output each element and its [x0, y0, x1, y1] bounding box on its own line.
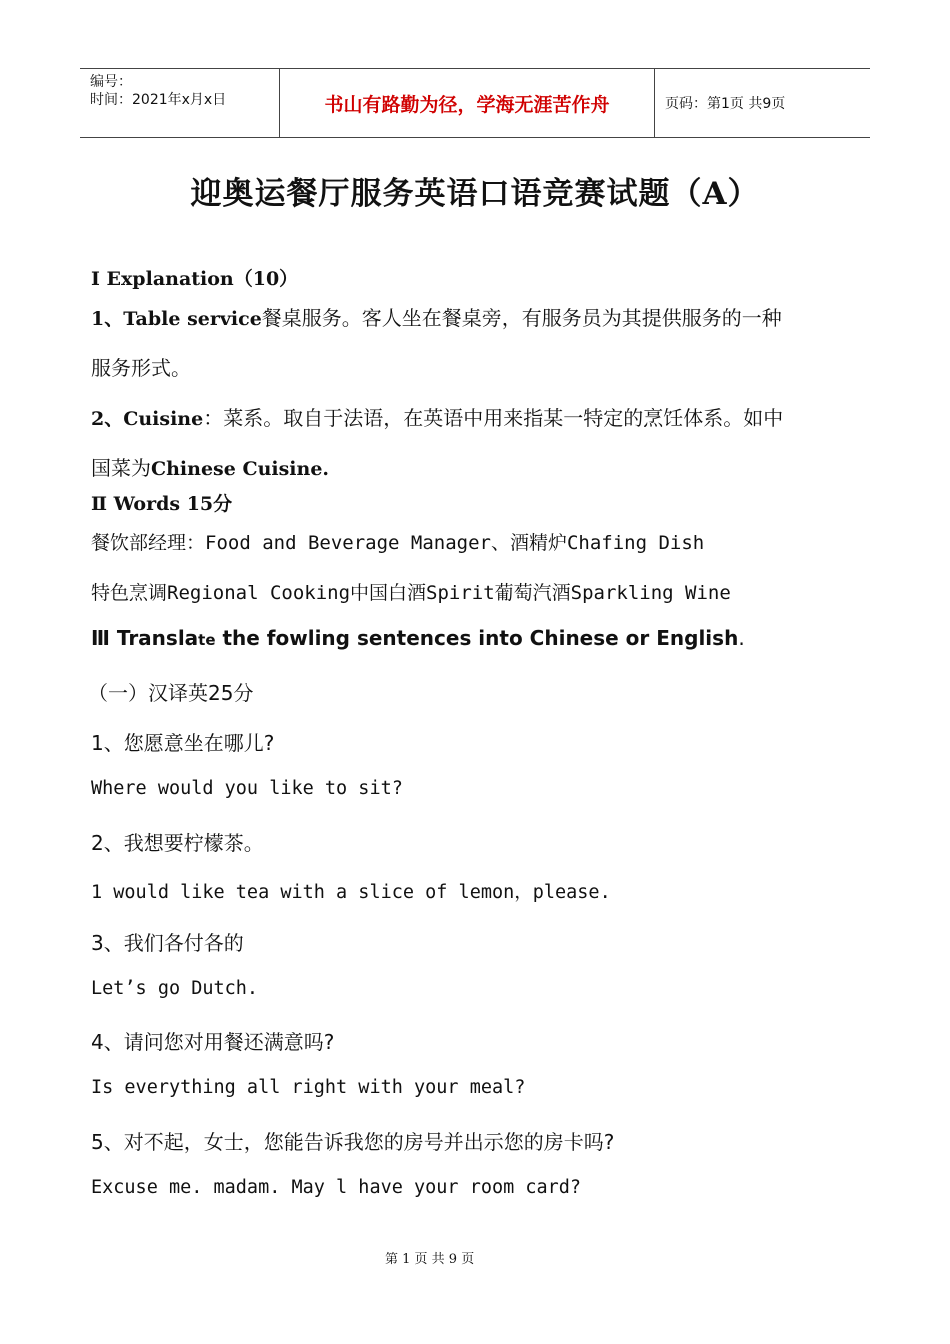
item1-term: Table service: [123, 308, 262, 330]
list-item-en: Excuse me. madam. May l have your room card?: [91, 1177, 582, 1198]
section3-heading-b: te: [198, 631, 216, 649]
list-item-en: Where would you like to sit?: [91, 778, 403, 799]
list-item-en: 1 would like tea with a slice of lemon，please.: [91, 882, 611, 903]
list-item-en: Let’s go Dutch.: [91, 978, 259, 999]
date-label: 时间：2021年x月x日: [90, 92, 227, 108]
section3-heading-a: Ⅲ Transla: [91, 626, 199, 650]
section1-heading: I Explanation（10）: [91, 268, 299, 290]
list-item-en: Is everything all right with your meal?: [91, 1077, 526, 1098]
section3-heading: [91, 626, 745, 650]
section1-item1-line1: [91, 302, 782, 331]
list-item-cn: 3、我们各付各的: [91, 931, 244, 955]
header-motto: 书山有路勤为径，学海无涯苦作舟: [280, 69, 655, 137]
section3-heading-c: the fowling sentences into Chinese or English: [215, 626, 739, 650]
section2-line1: 餐饮部经理：Food and Beverage Manager、酒精炉Chafing Dish: [91, 532, 705, 554]
item2-text-b-cn: 国菜为: [91, 456, 151, 480]
section2-heading: Ⅱ Words 15分: [91, 493, 233, 515]
number-label: 编号：: [90, 74, 132, 90]
list-item-cn: 1、您愿意坐在哪儿?: [91, 731, 275, 755]
section1-item1-line2: 服务形式。: [91, 356, 191, 380]
section1-item2-line2: [91, 452, 329, 481]
list-item-cn: 4、请问您对用餐还满意吗?: [91, 1030, 335, 1054]
item2-prefix: 2、: [91, 408, 124, 430]
item1-text-a: 餐桌服务。客人坐在餐桌旁，有服务员为其提供服务的一种: [261, 306, 782, 330]
section3-heading-d: .: [738, 626, 745, 650]
item2-text-a: ：菜系。取自于法语，在英语中用来指某一特定的烹饪体系。如中: [203, 406, 784, 430]
header-table: [80, 68, 870, 138]
section1-item2-line1: [91, 402, 783, 431]
item2-term: Cuisine: [123, 408, 204, 430]
document-title: 迎奥运餐厅服务英语口语竞赛试题（A）: [190, 176, 760, 212]
section3-subheading: （一）汉译英25分: [88, 681, 254, 705]
list-item-cn: 5、对不起，女士，您能告诉我您的房号并出示您的房卡吗?: [91, 1130, 615, 1154]
header-page-info: 页码：第1页 共9页: [665, 96, 786, 112]
page-footer: 第 1 页 共 9 页: [385, 1252, 475, 1267]
list-item-cn: 2、我想要柠檬茶。: [91, 831, 264, 855]
section2-line2: 特色烹调Regional Cooking中国白酒Spirit葡萄汽酒Sparkling Wine: [91, 582, 731, 604]
item2-text-b-en: Chinese Cuisine.: [151, 458, 330, 480]
header-info-cell: [80, 69, 280, 137]
item1-prefix: 1、: [91, 308, 124, 330]
